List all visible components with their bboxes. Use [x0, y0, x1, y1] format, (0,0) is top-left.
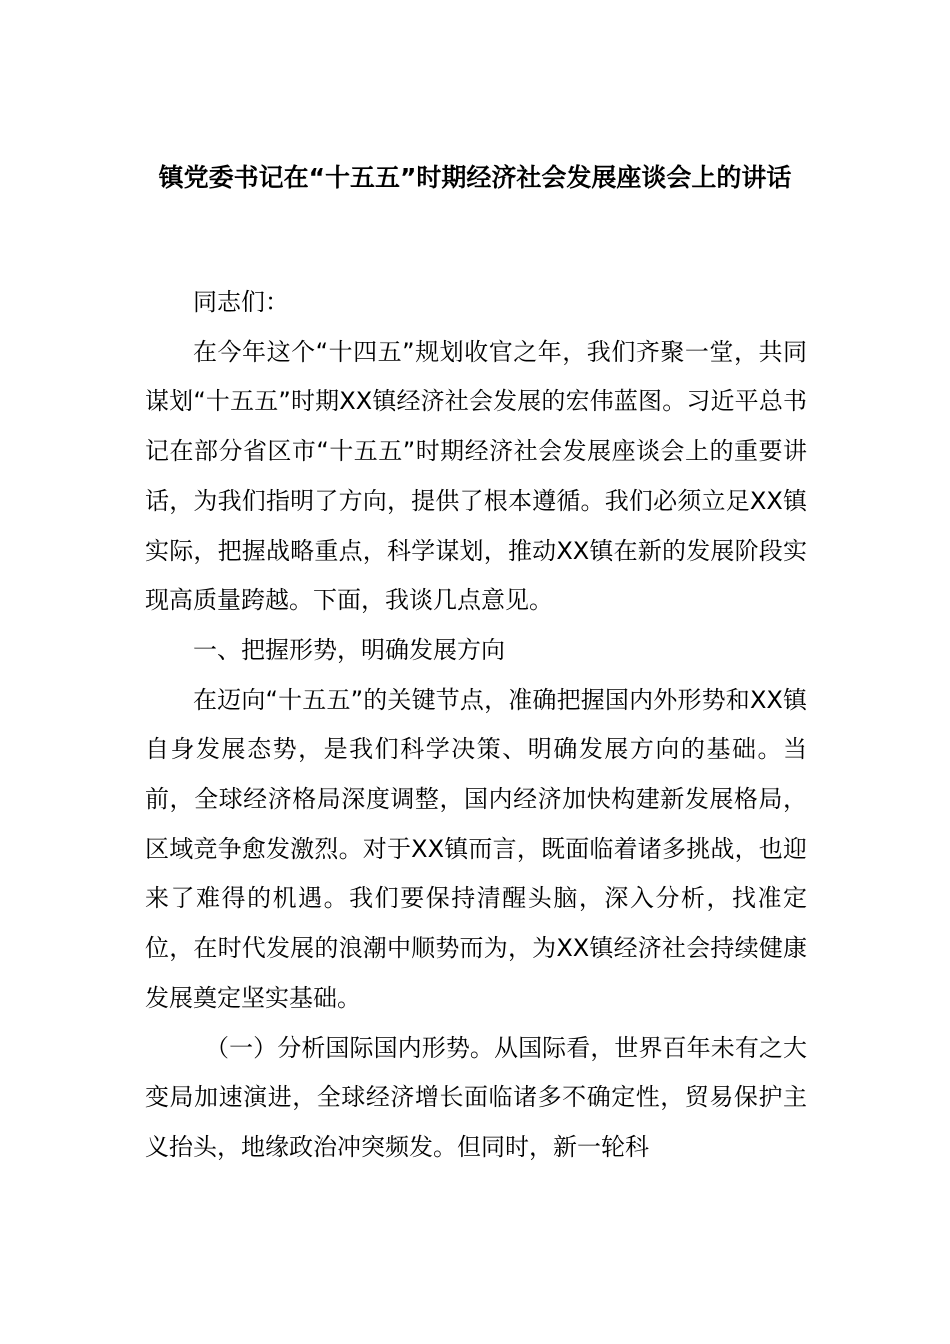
- section-heading-1: 一、把握形势，明确发展方向: [193, 635, 505, 664]
- subsection-heading-1: （一）分析国际国内形势。从国际看，世界百年未有之大变局加速演进，全球经济增长面临诸多不确定性，贸易保护主义抬头，地缘政治冲突频发。但同时，新一轮科: [145, 1033, 807, 1161]
- paragraph-situation: 在迈向“十五五”的关键节点，准确把握国内外形势和XX镇自身发展态势，是我们科学决策、明确发展方向的基础。当前，全球经济格局深度调整，国内经济加快构建新发展格局，区域竞争愈发激烈。对于XX镇而言，既面临着诸多挑战，也迎来了难得的机遇。我们要保持清醒头脑，深入分析，找准定位，在时代发展的浪潮中顺势而为，为XX镇经济社会持续健康发展奠定坚实基础。: [145, 685, 807, 1012]
- document-body: [145, 278, 807, 1173]
- salutation: 同志们：: [193, 288, 289, 316]
- paragraph-intro: 在今年这个“十四五”规划收官之年，我们齐聚一堂，共同谋划“十五五”时期XX镇经济社会发展的宏伟蓝图。习近平总书记在部分省区市“十五五”时期经济社会发展座谈会上的重要讲话，为我们指明了方向，提供了根本遵循。我们必须立足XX镇实际，把握战略重点，科学谋划，推动XX镇在新的发展阶段实现高质量跨越。下面，我谈几点意见。: [145, 337, 807, 615]
- document-title: 镇党委书记在“十五五”时期经济社会发展座谈会上的讲话: [158, 163, 792, 192]
